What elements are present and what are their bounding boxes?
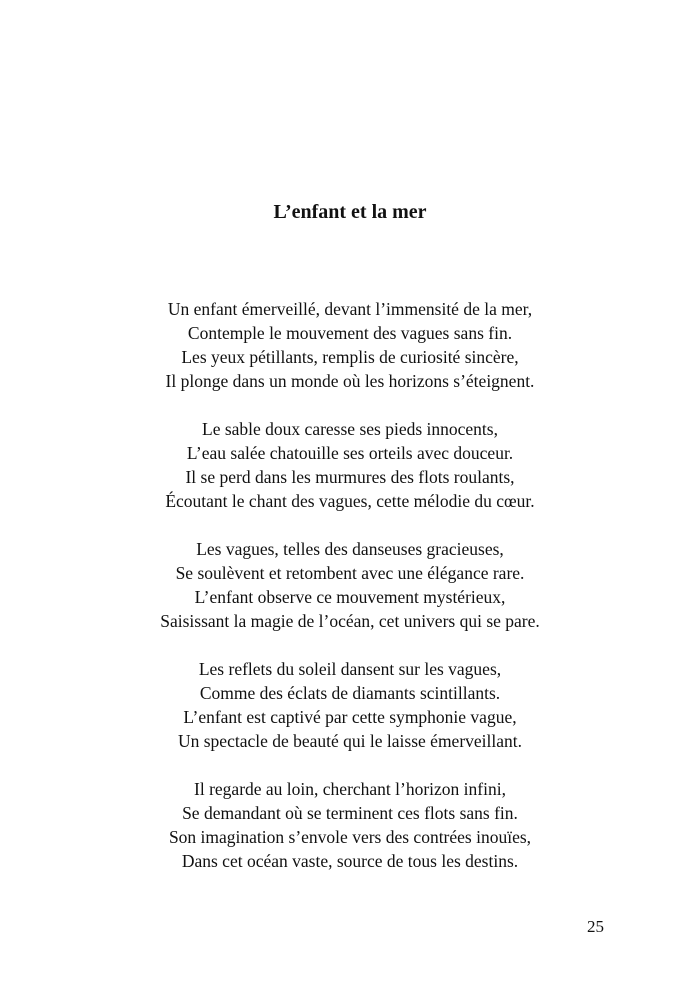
poem-line: Saisissant la magie de l’océan, cet univers qui se pare.: [160, 611, 540, 631]
poem-line: Dans cet océan vaste, source de tous les destins.: [181, 851, 519, 871]
poem-body: [0, 297, 700, 897]
poem-line: Les vagues, telles des danseuses gracieuses,: [196, 539, 504, 559]
poem-line: Il se perd dans les murmures des flots roulants,: [185, 467, 515, 487]
poem-line: Il regarde au loin, cherchant l’horizon infini,: [194, 779, 506, 799]
poem-title: L’enfant et la mer: [273, 201, 427, 223]
stanza-3: [0, 537, 700, 633]
poem-line: Comme des éclats de diamants scintillants.: [199, 683, 501, 703]
stanza-5: [0, 777, 700, 873]
poem-line: L’eau salée chatouille ses orteils avec douceur.: [186, 443, 514, 463]
poem-line: L’enfant observe ce mouvement mystérieux,: [194, 587, 506, 607]
poem-line: Se demandant où se terminent ces flots sans fin.: [182, 803, 518, 823]
stanza-2: [0, 417, 700, 513]
poem-line: Son imagination s’envole vers des contrées inouïes,: [168, 827, 532, 847]
poem-line: Un spectacle de beauté qui le laisse émerveillant.: [177, 731, 523, 751]
poem-line: Un enfant émerveillé, devant l’immensité de la mer,: [167, 299, 533, 319]
poem-line: Les yeux pétillants, remplis de curiosité sincère,: [181, 347, 519, 367]
poem-line: Écoutant le chant des vagues, cette mélodie du cœur.: [165, 491, 535, 511]
poem-line: Les reflets du soleil dansent sur les vagues,: [198, 659, 502, 679]
page-number: 25: [587, 917, 604, 936]
stanza-4: [0, 657, 700, 753]
poem-line: Contemple le mouvement des vagues sans fin.: [187, 323, 513, 343]
poem-line: Le sable doux caresse ses pieds innocents,: [202, 419, 498, 439]
stanza-1: [0, 297, 700, 393]
poem-line: Il plonge dans un monde où les horizons s’éteignent.: [165, 371, 535, 391]
poem-line: L’enfant est captivé par cette symphonie vague,: [183, 707, 517, 727]
poem-line: Se soulèvent et retombent avec une élégance rare.: [175, 563, 525, 583]
